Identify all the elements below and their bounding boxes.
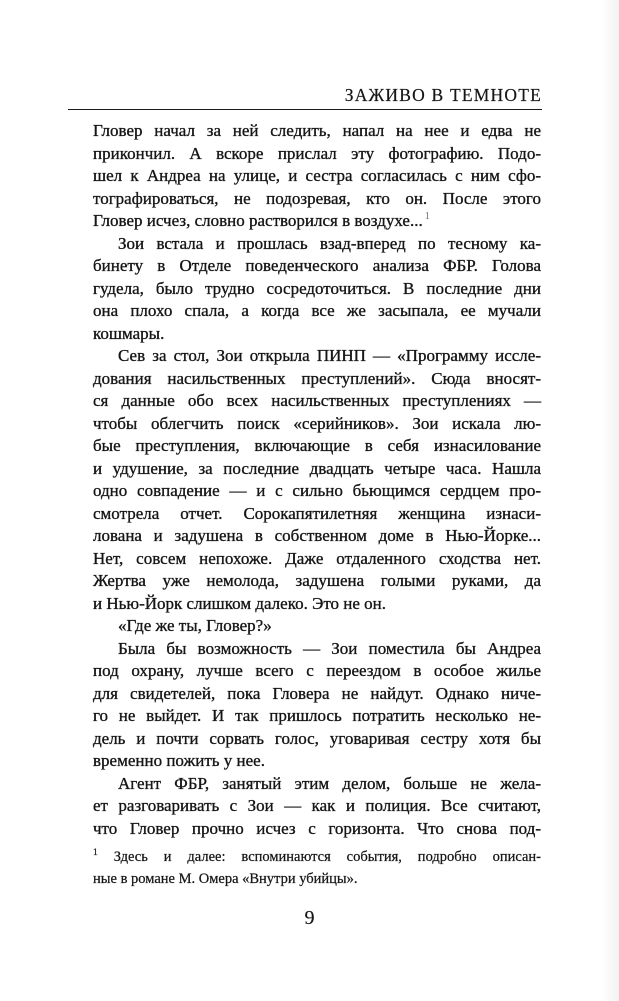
paragraph xyxy=(93,638,541,773)
footnote-line: ные в романе М. Омера «Внутри убийцы». xyxy=(93,871,358,887)
text-line: бые преступления, включающие в себя изнасилование xyxy=(93,436,541,455)
text-line: одно совпадение — и с сильно бьющимся сердцем про- xyxy=(93,481,541,500)
text-line: Сев за стол, Зои открыла ПИНП — «Программу иссле- xyxy=(118,346,541,365)
footnote-marker: 1 xyxy=(93,848,98,858)
text-line: и Нью-Йорк слишком далеко. Это не он. xyxy=(93,593,387,613)
paragraph xyxy=(93,233,541,346)
text-line: лована и задушена в собственном доме в Нью-Йорке... xyxy=(93,526,541,545)
paragraph xyxy=(93,773,541,841)
text-line-content: Гловер исчез, словно растворился в воздухе... xyxy=(93,211,423,230)
text-line: Была бы возможность — Зои поместила бы Андреа xyxy=(118,638,541,658)
text-line: тографироваться, не подозревая, кто он. После этого xyxy=(93,188,541,208)
text-line xyxy=(93,210,541,233)
text-line: бинету в Отделе поведенческого анализа ФБР. Голова xyxy=(93,256,541,275)
text-line: Зои встала и прошлась взад-вперед по тесному ка- xyxy=(118,233,541,253)
text-line: прикончил. А вскоре прислал эту фотографию. Подо- xyxy=(93,143,541,163)
footnote-line xyxy=(93,846,541,868)
text-line: Жертва уже немолода, задушена голыми руками, да xyxy=(93,571,541,590)
text-line: гудела, было трудно сосредоточиться. В последние дни xyxy=(93,278,541,298)
text-line: дель и почти сорвать голос, уговаривая сестру хотя бы xyxy=(93,728,541,748)
running-header: ЗАЖИВО В ТЕМНОТЕ xyxy=(344,85,542,105)
text-line: Агент ФБР, занятый этим делом, больше не жела- xyxy=(118,773,541,793)
text-line: под охрану, лучше всего с переездом в особое жилье xyxy=(93,661,541,680)
text-line: кошмары. xyxy=(93,323,165,343)
footnote-reference: 1 xyxy=(424,211,430,222)
footnotes xyxy=(93,846,541,890)
page-number: 9 xyxy=(304,907,315,929)
text-line: шел к Андреа на улице, и сестра согласилась с ним сфо- xyxy=(93,166,541,185)
paragraph xyxy=(93,345,541,615)
text-line: ся данные обо всех насильственных преступлениях — xyxy=(93,391,541,410)
text-line: Нет, совсем непохоже. Даже отдаленного сходства нет. xyxy=(93,548,541,568)
text-line: чтобы облегчить поиск «серийников». Зои искала лю- xyxy=(93,413,541,433)
text-line: что Гловер прочно исчез с горизонта. Что снова под- xyxy=(93,818,541,838)
text-line: временно пожить у нее. xyxy=(93,751,265,770)
page-edge-shadow xyxy=(601,0,619,1001)
text-line: го не выйдет. И так пришлось потратить несколько не- xyxy=(93,706,541,725)
paragraph xyxy=(93,120,541,233)
footnote-text: Здесь и далее: вспоминаются события, подробно описан- xyxy=(113,849,542,865)
text-line: дования насильственных преступлений». Сюда вносят- xyxy=(93,368,541,388)
text-line: для свидетелей, пока Гловера не найдут. Однако ниче- xyxy=(93,683,541,703)
text-line: «Где же ты, Гловер?» xyxy=(118,616,272,635)
text-line: ет разговаривать с Зои — как и полиция. Все считают, xyxy=(93,796,541,815)
header-rule xyxy=(68,109,542,110)
body-text xyxy=(93,120,541,840)
text-line: и удушение, за последние двадцать четыре часа. Нашла xyxy=(93,458,541,478)
text-line: смотрела отчет. Сорокапятилетняя женщина изнаси- xyxy=(93,503,541,523)
paragraph xyxy=(93,615,541,638)
text-line: она плохо спала, а когда все же засыпала, ее мучали xyxy=(93,301,541,320)
text-line: Гловер начал за ней следить, напал на нее и едва не xyxy=(93,121,541,140)
